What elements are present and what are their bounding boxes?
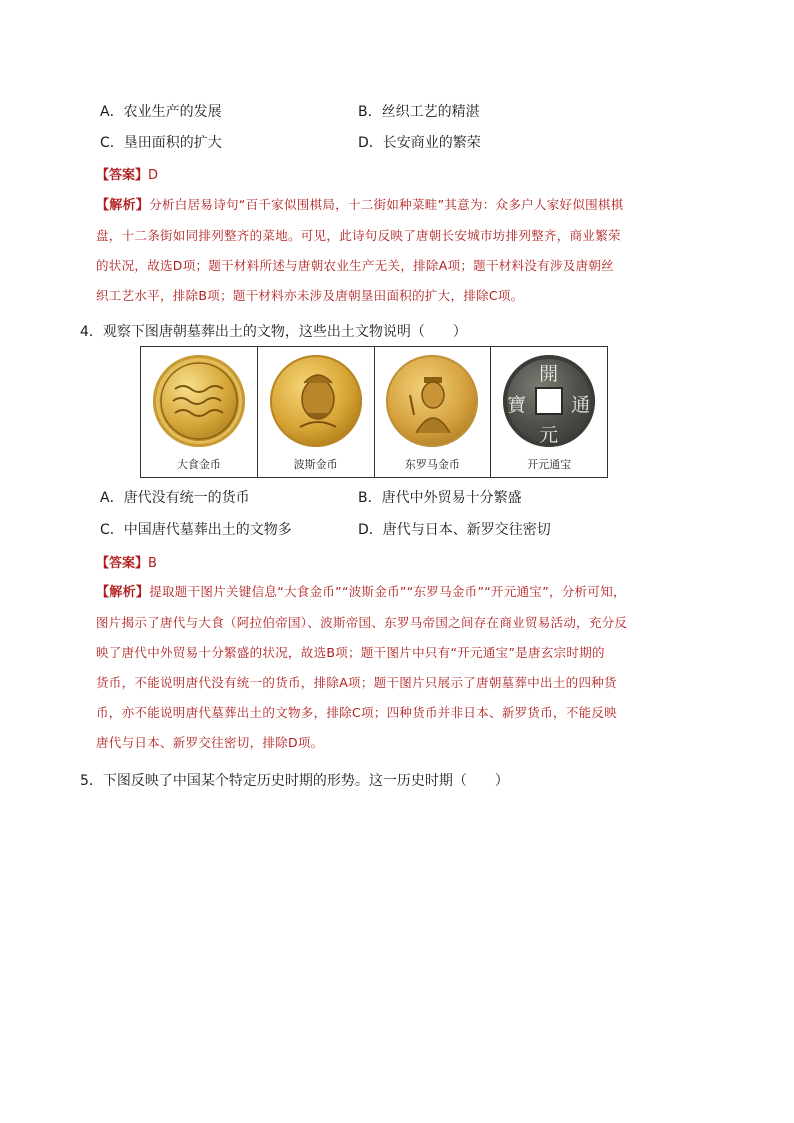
q4-option-a: A．唐代没有统一的货币 [100, 490, 250, 506]
answer-label: 【答案】 [96, 168, 149, 183]
coin-caption: 波斯金币 [293, 458, 338, 471]
q4-answer [96, 552, 157, 571]
coin-image-table [140, 346, 608, 478]
q5-question: 5．下图反映了中国某个特定历史时期的形势。这一历史时期（ ） [80, 773, 509, 789]
q4-analysis [96, 577, 627, 758]
coin-char: 元 [539, 424, 559, 446]
analysis-line: 提取题干图片关键信息“大食金币”“波斯金币”“东罗马金币”“开元通宝”，分析可知， [149, 584, 626, 599]
byzantine-coin-icon [386, 355, 478, 447]
answer-label: 【答案】 [96, 556, 149, 571]
answer-value: D [148, 168, 159, 183]
analysis-line: 的状况，故选D项；题干材料所述与唐朝农业生产无关，排除A项；题干材料没有涉及唐朝丝 [96, 258, 614, 273]
coin-cell [375, 347, 492, 477]
coin-cell [141, 347, 258, 477]
kaiyuan-tongbao-icon [503, 355, 595, 447]
analysis-line: 图片揭示了唐代与大食（阿拉伯帝国）、波斯帝国、东罗马帝国之间存在商业贸易活动，充分反 [96, 615, 628, 630]
q4-option-d: D．唐代与日本、新罗交往密切 [358, 522, 551, 538]
coin-cell [491, 347, 607, 477]
coin-char: 寶 [507, 394, 527, 416]
analysis-line: 唐代与日本、新罗交往密切，排除D项。 [96, 735, 324, 750]
persian-coin-icon [270, 355, 362, 447]
q3-answer [96, 164, 158, 183]
coin-char: 通 [571, 394, 591, 416]
analysis-line: 映了唐代中外贸易十分繁盛的状况，故选B项；题干图片中只有“开元通宝”是唐玄宗时期的 [96, 645, 605, 660]
q3-option-a: A．农业生产的发展 [100, 104, 222, 120]
q4-option-b: B．唐代中外贸易十分繁盛 [358, 490, 522, 506]
coin-char: 開 [539, 363, 559, 385]
analysis-line: 货币，不能说明唐代没有统一的货币，排除A项；题干图片只展示了唐朝墓葬中出土的四种货 [96, 675, 617, 690]
q3-option-b: B．丝织工艺的精湛 [358, 104, 480, 120]
analysis-line: 分析白居易诗句“百千家似围棋局，十二街如种菜畦”其意为：众多户人家好似围棋棋 [149, 197, 624, 212]
coin-cell [258, 347, 375, 477]
answer-value: B [148, 556, 157, 571]
q4-option-c: C．中国唐代墓葬出土的文物多 [100, 522, 292, 538]
analysis-line: 币，亦不能说明唐代墓葬出土的文物多，排除C项；四种货币并非日本、新罗货币，不能反映 [96, 705, 618, 720]
analysis-label: 【解析】 [96, 585, 150, 600]
coin-caption: 东罗马金币 [404, 458, 460, 471]
analysis-line: 盘，十二条街如同排列整齐的菜地。可见，此诗句反映了唐朝长安城市坊排列整齐，商业繁荣 [96, 228, 621, 243]
square-hole [535, 387, 563, 415]
q3-option-c: C．垦田面积的扩大 [100, 135, 222, 151]
q3-option-d: D．长安商业的繁荣 [358, 135, 481, 151]
coin-caption: 大食金币 [176, 458, 221, 471]
q4-question: 4．观察下图唐朝墓葬出土的文物，这些出土文物说明（ ） [80, 324, 467, 340]
dinar-coin-icon [153, 355, 245, 447]
q3-analysis [96, 190, 624, 311]
analysis-label: 【解析】 [96, 198, 150, 213]
analysis-line: 织工艺水平，排除B项；题干材料亦未涉及唐朝垦田面积的扩大，排除C项。 [96, 288, 524, 303]
coin-caption: 开元通宝 [527, 458, 572, 471]
